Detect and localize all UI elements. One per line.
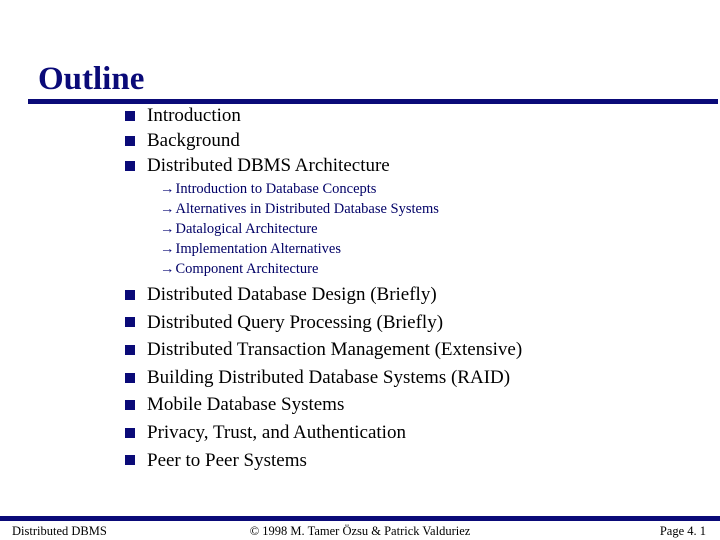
bullet-text: Peer to Peer Systems [147, 449, 307, 471]
square-bullet-icon [125, 317, 135, 327]
bullet-item [122, 103, 390, 128]
sub-bullet-item [160, 219, 439, 239]
right-arrow-icon: → [160, 241, 175, 257]
right-arrow-icon: → [160, 221, 175, 237]
right-arrow-icon: → [160, 201, 175, 217]
footer-page-number: Page 4. 1 [659, 524, 706, 538]
bullet-text: Background [147, 130, 240, 151]
bullet-text: Distributed Transaction Management (Extensive) [147, 339, 523, 361]
square-bullet-icon [125, 290, 135, 300]
sub-bullet-text: Datalogical Architecture [175, 221, 318, 237]
sub-bullet-text: Alternatives in Distributed Database Systems [175, 201, 439, 217]
sub-bullet-item [160, 179, 439, 199]
slide-title: Outline [38, 61, 145, 97]
right-arrow-icon: → [160, 181, 175, 197]
sub-bullet-item [160, 199, 439, 219]
sub-bullet-text: Introduction to Database Concepts [175, 181, 377, 197]
bullet-list-bottom [122, 281, 522, 474]
square-bullet-icon [125, 400, 135, 410]
bullet-text: Distributed Query Processing (Briefly) [147, 311, 444, 333]
footer-copyright: © 1998 M. Tamer Özsu & Patrick Valduriez [249, 524, 471, 538]
bullet-item [122, 336, 522, 364]
bullet-item [122, 309, 522, 337]
bullet-text: Building Distributed Database Systems (RAID) [147, 366, 511, 388]
footer-rule [0, 516, 720, 521]
square-bullet-icon [125, 428, 135, 438]
right-arrow-icon: → [160, 261, 175, 277]
square-bullet-icon [125, 345, 135, 355]
bullet-item [122, 447, 522, 475]
bullet-item [122, 281, 522, 309]
bullet-item [122, 391, 522, 419]
sub-bullet-text: Implementation Alternatives [175, 241, 341, 257]
square-bullet-icon [125, 373, 135, 383]
bullet-item [122, 364, 522, 392]
bullet-list-top [122, 103, 390, 178]
square-bullet-icon [125, 161, 135, 171]
bullet-text: Introduction [147, 105, 241, 126]
bullet-text: Distributed DBMS Architecture [147, 155, 390, 176]
square-bullet-icon [125, 136, 135, 146]
bullet-text: Distributed Database Design (Briefly) [147, 284, 437, 305]
square-bullet-icon [125, 111, 135, 121]
bullet-item [122, 153, 390, 178]
bullet-item [122, 128, 390, 153]
square-bullet-icon [125, 455, 135, 465]
sub-bullet-text: Component Architecture [175, 261, 319, 277]
footer-course-name: Distributed DBMS [12, 524, 107, 538]
bullet-text: Mobile Database Systems [147, 394, 345, 416]
sub-bullet-list [160, 179, 439, 279]
bullet-text: Privacy, Trust, and Authentication [147, 421, 406, 443]
sub-bullet-item [160, 259, 439, 279]
bullet-item [122, 419, 522, 447]
sub-bullet-item [160, 239, 439, 259]
